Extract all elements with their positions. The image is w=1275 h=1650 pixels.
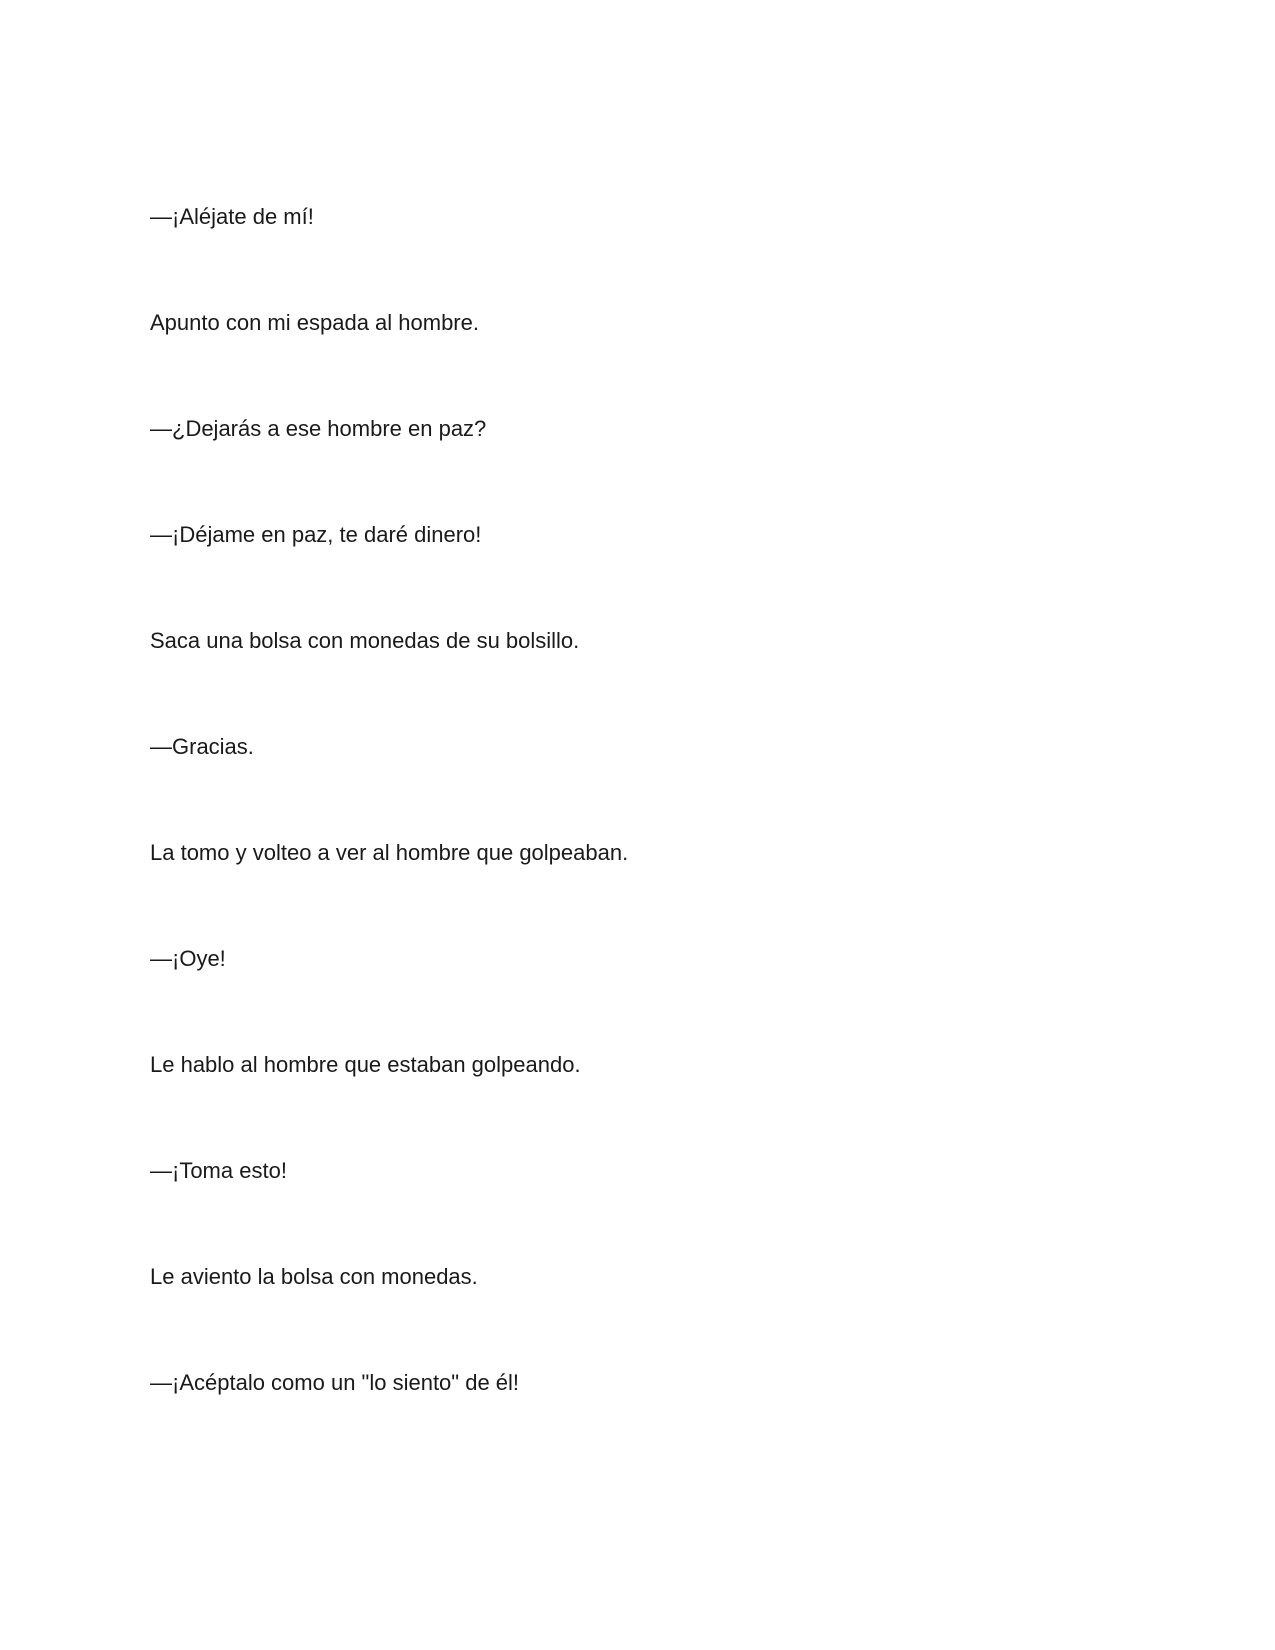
narration-line: Le hablo al hombre que estaban golpeando. <box>150 1052 581 1077</box>
dialogue-line: —¿Dejarás a ese hombre en paz? <box>150 416 487 441</box>
dialogue-line: —Gracias. <box>150 734 254 759</box>
dialogue-line: —¡Aléjate de mí! <box>150 204 314 229</box>
dialogue-line: —¡Toma esto! <box>150 1158 287 1183</box>
dialogue-line: —¡Acéptalo como un "lo siento" de él! <box>150 1370 520 1395</box>
dialogue-line: —¡Oye! <box>150 946 226 971</box>
narration-line: Saca una bolsa con monedas de su bolsillo. <box>150 628 580 653</box>
narration-line: Apunto con mi espada al hombre. <box>150 310 479 335</box>
narration-line: Le aviento la bolsa con monedas. <box>150 1264 478 1289</box>
narration-line: La tomo y volteo a ver al hombre que golpeaban. <box>150 840 629 865</box>
dialogue-line: —¡Déjame en paz, te daré dinero! <box>150 522 482 547</box>
